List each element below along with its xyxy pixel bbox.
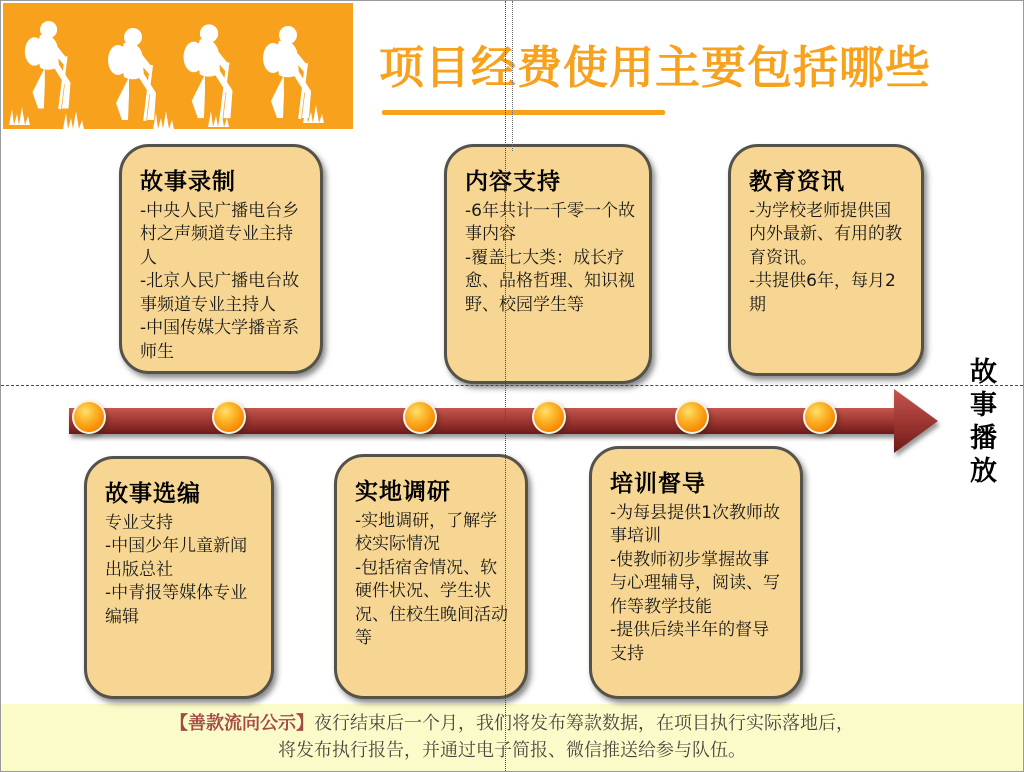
- box-heading: 故事录制: [140, 169, 236, 195]
- timeline-dot[interactable]: [212, 400, 246, 434]
- box-line: -中青报等媒体专业编辑: [105, 583, 248, 627]
- title-underline: [382, 110, 665, 115]
- hikers-silhouette-icon[interactable]: [3, 3, 353, 129]
- box-story-selection[interactable]: [84, 456, 274, 699]
- box-line: -覆盖七大类：成长疗愈、品格哲理、知识视野、校园学生等: [465, 247, 635, 315]
- donation-disclosure-banner: [1, 704, 1023, 771]
- box-line: -使教师初步掌握故事与心理辅导，阅读、写作等教学技能: [610, 549, 780, 617]
- footer-highlight: 【善款流向公示】: [170, 713, 314, 735]
- timeline-end-label: 故事播放: [965, 357, 996, 489]
- box-line: -提供后续半年的督导支持: [610, 620, 770, 664]
- timeline-dot[interactable]: [532, 400, 566, 434]
- box-line: -北京人民广播电台故事频道专业主持人: [140, 271, 300, 315]
- box-line: -共提供6年，每月2期: [749, 271, 896, 315]
- footer-line1-text: 夜行结束后一个月，我们将发布筹款数据，在项目执行实际落地后，: [314, 713, 854, 735]
- timeline-dot[interactable]: [675, 400, 709, 434]
- box-heading: 培训督导: [610, 471, 706, 497]
- timeline-dot[interactable]: [72, 400, 106, 434]
- box-line: -为每县提供1次教师故事培训: [610, 503, 780, 547]
- box-heading: 故事选编: [105, 481, 201, 507]
- box-education-info[interactable]: [728, 144, 924, 376]
- timeline-dot[interactable]: [403, 400, 437, 434]
- box-field-research[interactable]: [334, 454, 528, 699]
- box-line: -中央人民广播电台乡村之声频道专业主持人: [140, 201, 300, 268]
- box-line: 专业支持: [105, 513, 173, 533]
- page-title[interactable]: 项目经费使用主要包括哪些: [379, 41, 932, 94]
- box-heading: 内容支持: [465, 169, 561, 195]
- box-line: -为学校老师提供国内外最新、有用的教育资讯。: [749, 201, 902, 268]
- box-heading: 实地调研: [355, 479, 451, 505]
- box-line: -中国传媒大学播音系师生: [140, 318, 300, 362]
- box-heading: 教育资讯: [749, 169, 845, 195]
- box-line: -实地调研，了解学校实际情况: [355, 511, 498, 555]
- box-story-recording[interactable]: [119, 144, 323, 374]
- footer-line-2: 将发布执行报告，并通过电子简报、微信推送给参与队伍。: [278, 739, 746, 761]
- timeline-dot[interactable]: [803, 400, 837, 434]
- box-line: -6年共计一千零一个故事内容: [465, 201, 635, 245]
- box-training-supervision[interactable]: [589, 446, 803, 699]
- box-line: -包括宿舍情况、软硬件状况、学生状况、住校生晚间活动等: [355, 557, 508, 649]
- box-content-support[interactable]: [444, 144, 652, 384]
- footer-line-1: [1, 711, 1023, 737]
- box-line: -中国少年儿童新闻出版总社: [105, 536, 248, 580]
